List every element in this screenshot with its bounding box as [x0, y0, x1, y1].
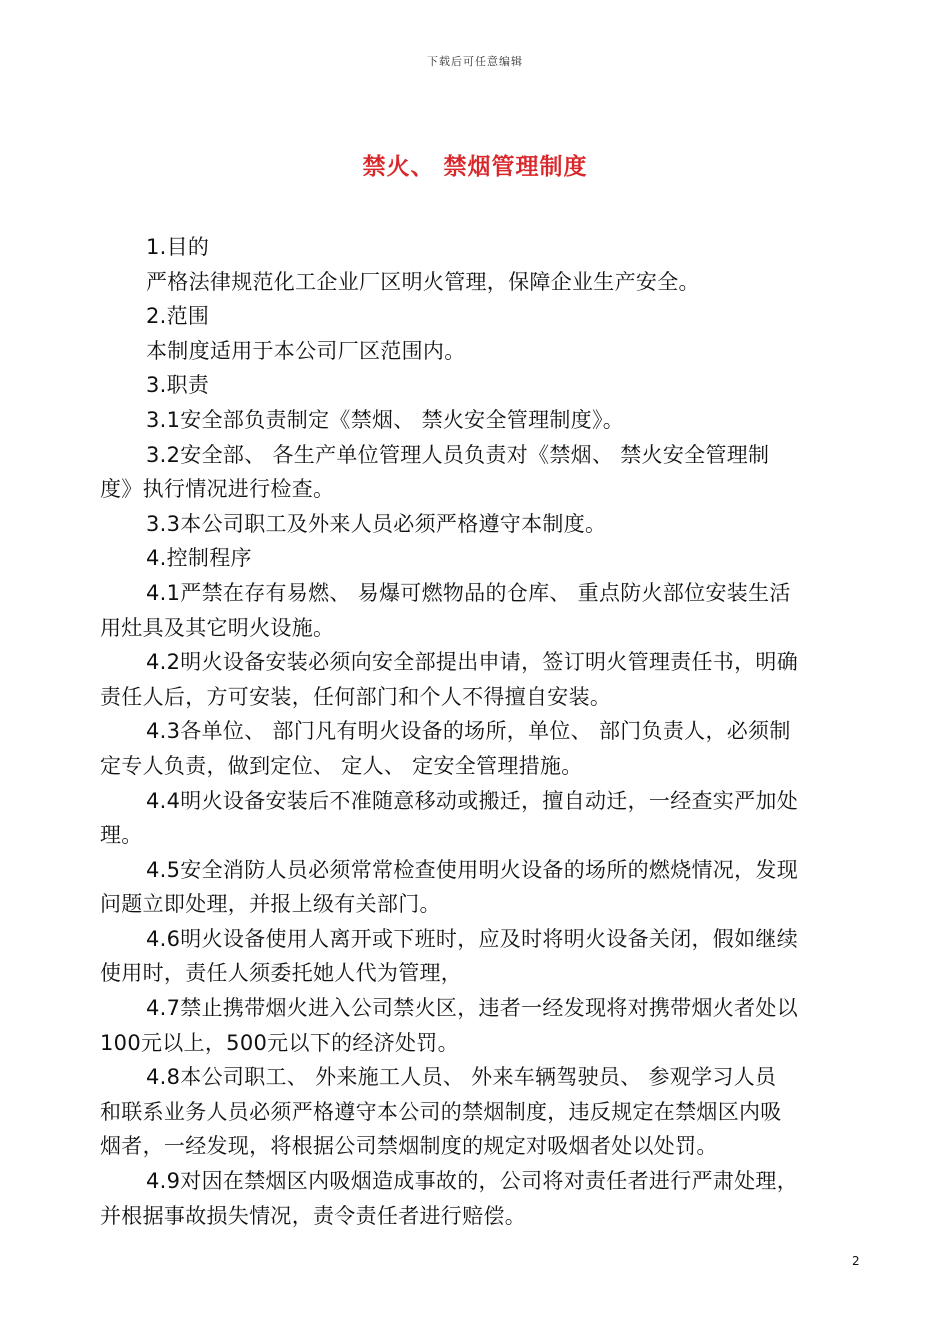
body-line: 4.4明火设备安装后不准随意移动或搬迁，擅自动迁，一经查实严加处	[146, 788, 798, 813]
body-line: 并根据事故损失情况，责令责任者进行赔偿。	[100, 1203, 526, 1228]
body-line: 100元以上，500元以下的经济处罚。	[100, 1030, 459, 1055]
header-note: 下载后可任意编辑	[427, 55, 523, 68]
body-line: 4.3各单位、 部门凡有明火设备的场所，单位、 部门负责人，必须制	[146, 719, 791, 744]
body-line: 问题立即处理，并报上级有关部门。	[100, 892, 441, 917]
body-line: 本制度适用于本公司厂区范围内。	[146, 338, 466, 363]
body-line: 理。	[100, 823, 143, 848]
body-line: 度》执行情况进行检查。	[100, 477, 335, 502]
body-line: 3.1安全部负责制定《禁烟、 禁火安全管理制度》。	[146, 407, 625, 432]
body-line: 和联系业务人员必须严格遵守本公司的禁烟制度，违反规定在禁烟区内吸	[100, 1099, 782, 1124]
body-line: 烟者，一经发现，将根据公司禁烟制度的规定对吸烟者处以处罚。	[100, 1134, 718, 1159]
body-line: 4.8本公司职工、 外来施工人员、 外来车辆驾驶员、 参观学习人员	[146, 1065, 777, 1090]
document-title: 禁火、 禁烟管理制度	[362, 154, 588, 180]
body-line: 4.9对因在禁烟区内吸烟造成事故的，公司将对责任者进行严肃处理，	[146, 1169, 798, 1194]
body-line: 3.2安全部、 各生产单位管理人员负责对《禁烟、 禁火安全管理制	[146, 442, 770, 467]
body-line: 定专人负责，做到定位、 定人、 定安全管理措施。	[100, 753, 583, 778]
document-body	[100, 230, 860, 1233]
body-line: 使用时，责任人须委托她人代为管理，	[100, 961, 463, 986]
body-line: 3.3本公司职工及外来人员必须严格遵守本制度。	[146, 511, 607, 536]
body-line: 责任人后，方可安装，任何部门和个人不得擅自安装。	[100, 684, 612, 709]
body-line: 4.2明火设备安装必须向安全部提出申请，签订明火管理责任书，明确	[146, 650, 798, 675]
body-line: 4.控制程序	[146, 546, 252, 571]
body-line: 4.1严禁在存有易燃、 易爆可燃物品的仓库、 重点防火部位安装生活	[146, 580, 791, 605]
body-line: 2.范围	[146, 304, 210, 329]
page-number: 2	[852, 1254, 860, 1268]
body-line: 4.5安全消防人员必须常常检查使用明火设备的场所的燃烧情况，发现	[146, 857, 798, 882]
body-line: 严格法律规范化工企业厂区明火管理，保障企业生产安全。	[146, 269, 700, 294]
body-line: 4.7禁止携带烟火进入公司禁火区，违者一经发现将对携带烟火者处以	[146, 996, 798, 1021]
body-line: 用灶具及其它明火设施。	[100, 615, 335, 640]
body-line: 3.职责	[146, 373, 210, 398]
body-line: 1.目的	[146, 235, 210, 259]
body-line: 4.6明火设备使用人离开或下班时，应及时将明火设备关闭，假如继续	[146, 926, 798, 951]
